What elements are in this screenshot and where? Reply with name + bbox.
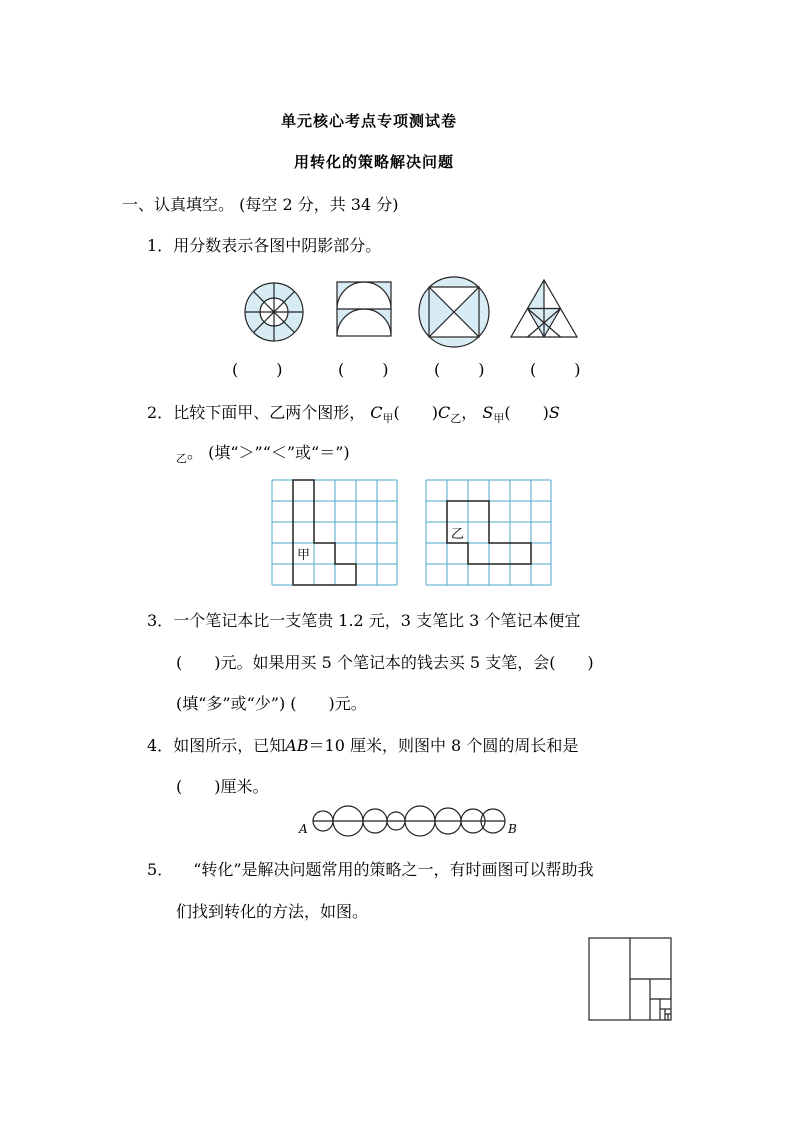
figure-eight-circles xyxy=(297,803,527,843)
question-number: 1． xyxy=(147,236,174,255)
question-number: 2． xyxy=(147,403,174,422)
question-text: 用分数表示各图中阴影部分。 xyxy=(173,236,382,255)
shape-jia xyxy=(293,480,356,585)
answer-blank-2[interactable]: ( ) xyxy=(338,360,391,379)
label-yi: 乙 xyxy=(451,527,465,542)
figure-circle-square xyxy=(418,276,490,348)
question-4 xyxy=(147,733,578,756)
symbol-c: C xyxy=(438,403,451,422)
symbol-c: C xyxy=(370,403,383,422)
section-title: 一、认真填空。 xyxy=(122,195,235,214)
subscript-yi: 乙 xyxy=(176,452,187,465)
section-points: (每空 2 分，共 34 分) xyxy=(239,195,399,214)
question-1 xyxy=(147,233,381,256)
answer-blank-3[interactable]: ( ) xyxy=(434,360,487,379)
answer-blank-1[interactable]: ( ) xyxy=(232,360,285,379)
question-5 xyxy=(147,857,594,880)
question-text: “转化”是解决问题常用的策略之一，有时画图可以帮助我 xyxy=(193,860,594,879)
question-text: ＝10 厘米，则图中 8 个圆的周长和是 xyxy=(308,736,579,755)
label-jia: 甲 xyxy=(297,548,311,563)
question-3 xyxy=(147,608,580,631)
grid-figure-yi xyxy=(426,480,552,586)
grid-figure-jia xyxy=(272,480,398,586)
question-5-line2: 们找到转化的方法，如图。 xyxy=(176,902,369,921)
figure-triangle xyxy=(511,280,577,338)
question-text: 。 (填“＞”“＜”或“＝”) xyxy=(187,443,350,462)
subscript-jia: 甲 xyxy=(493,412,505,425)
page-title: 单元核心考点专项测试卷 xyxy=(281,112,458,130)
question-text: 一个笔记本比一支笔贵 1.2 元，3 支笔比 3 个笔记本便宜 xyxy=(173,611,581,630)
separator: ， xyxy=(461,403,478,422)
answer-blank-s[interactable]: ( ) xyxy=(504,403,549,422)
symbol-s: S xyxy=(482,403,494,422)
question-3-line3: (填“多”或“少”) ( )元。 xyxy=(176,694,367,713)
question-number: 3． xyxy=(147,611,174,630)
question-4-line2: ( )厘米。 xyxy=(176,777,269,796)
answer-blank-c[interactable]: ( ) xyxy=(393,403,439,422)
question-number: 4． xyxy=(147,736,174,755)
grid-lines xyxy=(272,480,397,585)
figure-square-semicircles xyxy=(337,282,393,338)
question-text: 比较下面甲、乙两个图形， xyxy=(173,403,366,422)
subscript-yi: 乙 xyxy=(450,412,462,425)
subscript-jia: 甲 xyxy=(382,412,394,425)
section-heading xyxy=(122,192,398,215)
label-b: B xyxy=(508,822,517,836)
symbol-s: S xyxy=(548,403,560,422)
question-3-line2: ( )元。如果用买 5 个笔记本的钱去买 5 支笔，会( ) xyxy=(176,653,594,672)
page-subtitle: 用转化的策略解决问题 xyxy=(294,153,455,171)
question-2 xyxy=(147,400,560,423)
figure-nested-squares xyxy=(588,937,672,1023)
answer-blank-4[interactable]: ( ) xyxy=(530,360,583,379)
label-a: A xyxy=(299,822,308,836)
question-2-line2 xyxy=(176,440,350,463)
figure-circle-eighths xyxy=(244,282,304,342)
question-number: 5． xyxy=(147,860,174,879)
segment-ab: AB xyxy=(285,736,309,755)
question-text: 如图所示，已知 xyxy=(173,736,286,755)
